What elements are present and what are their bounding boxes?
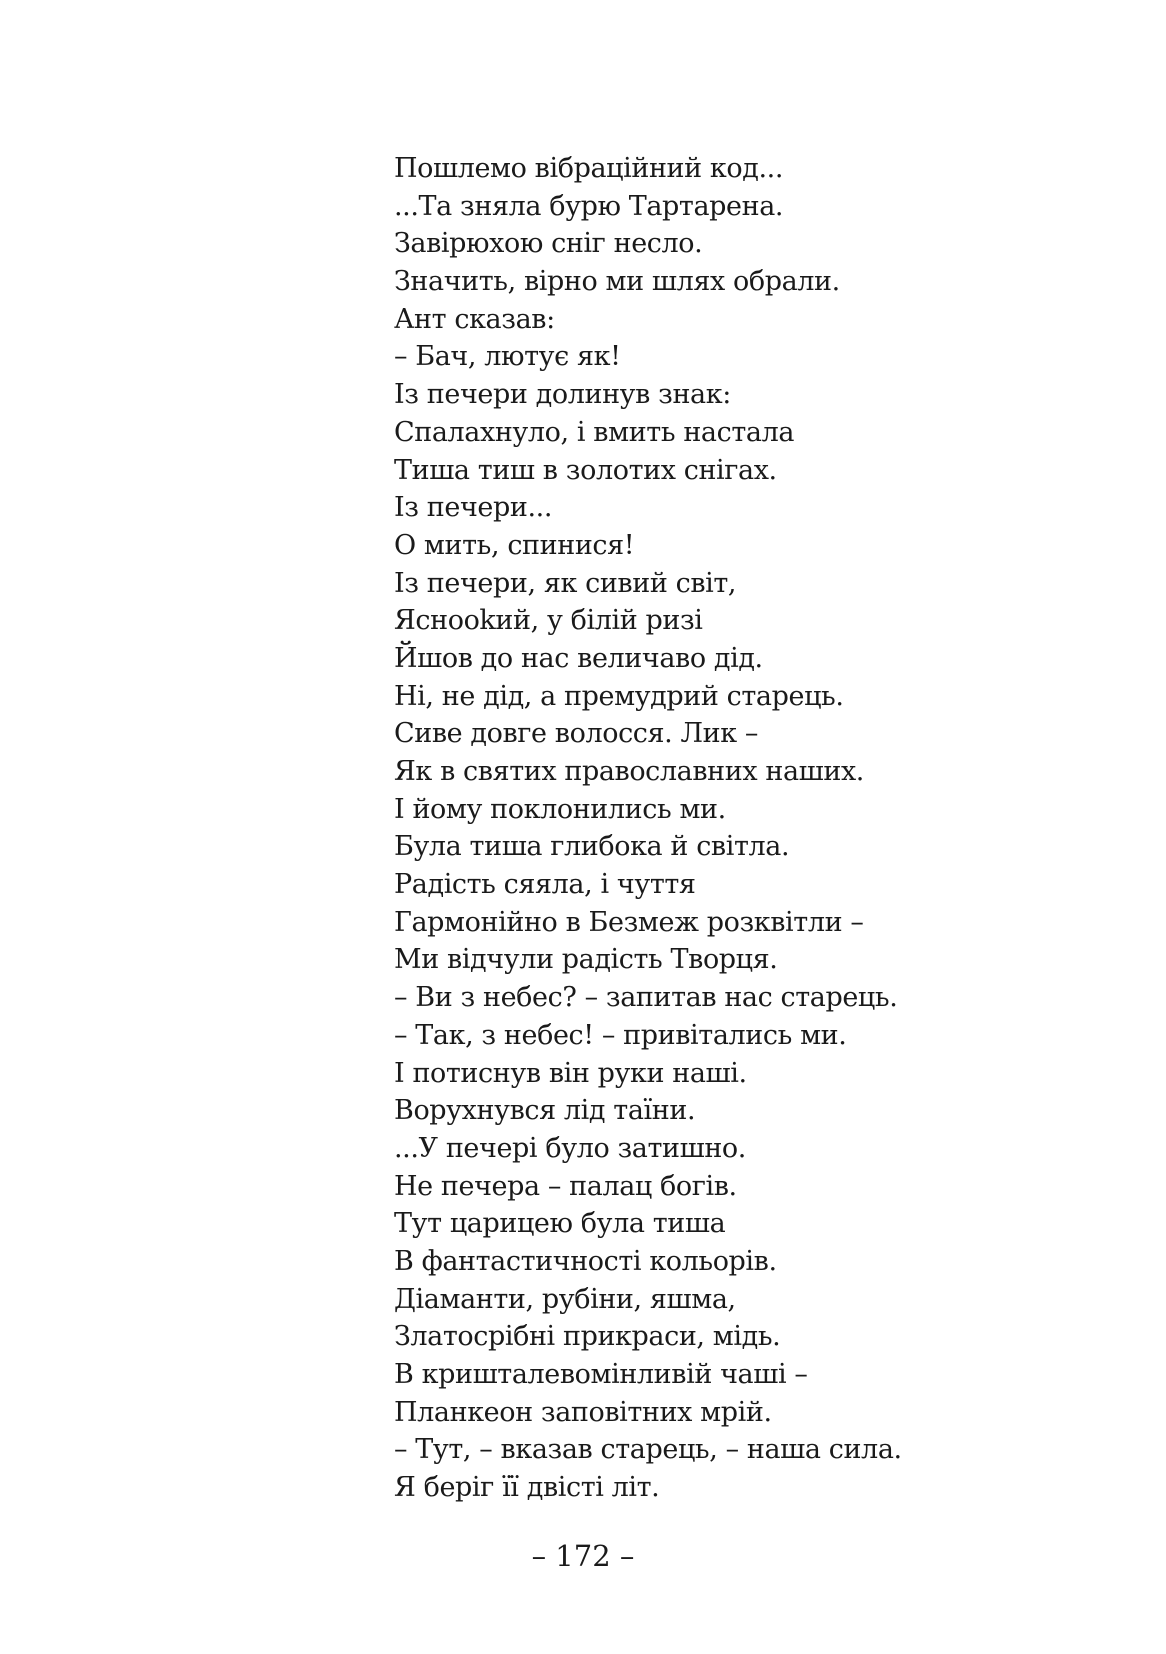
poem-line: Значить, вірно ми шлях обрали. (394, 266, 840, 298)
poem-line: Як в святих православних наших. (394, 756, 864, 787)
poem-line: І йому поклонились ми. (394, 793, 726, 825)
poem-line: Златосрібні прикраси, мідь. (394, 1321, 781, 1353)
poem-line: Радість сяяла, і чуття (394, 869, 696, 901)
poem-line: Була тиша глибока й світла. (394, 831, 790, 863)
poem-line: Тут царицею була тиша (394, 1208, 726, 1240)
poem-line: Із печери... (394, 492, 553, 524)
poem-line: В кришталевомінливій чаші – (394, 1359, 808, 1390)
poem-line: В фантастичності кольорів. (394, 1245, 777, 1277)
poem-line: Ворухнувся лід таїни. (394, 1095, 696, 1127)
poem-line: ...Та зняла бурю Тартарена. (394, 190, 784, 222)
poem-line: Не печера – палац богів. (394, 1170, 737, 1202)
poem-line: Планкеон заповітних мрій. (394, 1396, 772, 1428)
poem-line: ...У печері було затишно. (394, 1132, 746, 1164)
poem-line: Із печери, як сивий світ, (394, 567, 737, 599)
poem-line: – Так, з небес! – привітались ми. (394, 1019, 847, 1051)
poem-text (394, 150, 1114, 1507)
page-number: – 172 – (531, 1539, 635, 1573)
poem-line: Завірюхою сніг несло. (394, 228, 703, 260)
poem-line: – Тут, – вказав старець, – наша сила. (394, 1434, 902, 1466)
poem-line: Ні, не дід, а премудрий старець. (394, 680, 844, 712)
poem-line: – Бач, лютує як! (394, 341, 621, 373)
poem-line: Ми відчули радість Творця. (394, 944, 778, 976)
poem-line: Сиве довге волосся. Лик – (394, 718, 758, 750)
poem-line: Гармонійно в Безмеж розквітли – (394, 906, 864, 938)
poem-line: Діаманти, рубіни, яшма, (394, 1283, 736, 1315)
poem-line: Ант сказав: (394, 303, 555, 335)
poem-line: – Ви з небес? – запитав нас старець. (394, 982, 898, 1014)
poem-line: Тиша тиш в золотих снігах. (394, 454, 777, 486)
poem-line: Пошлемо вібраційний код... (394, 153, 784, 184)
poem-line: Із печери долинув знак: (394, 379, 731, 411)
poem-line: Йшов до нас величаво дід. (394, 642, 763, 674)
poem-line: Спалахнуло, і вмить настала (394, 416, 795, 448)
poem-line: Яснookий, у білій ризі (394, 605, 703, 637)
poem-line: Я беріг її двісті літ. (394, 1472, 660, 1504)
poem-line: І потиснув він руки наші. (394, 1057, 747, 1089)
poem-line: О мить, спинися! (394, 529, 635, 561)
